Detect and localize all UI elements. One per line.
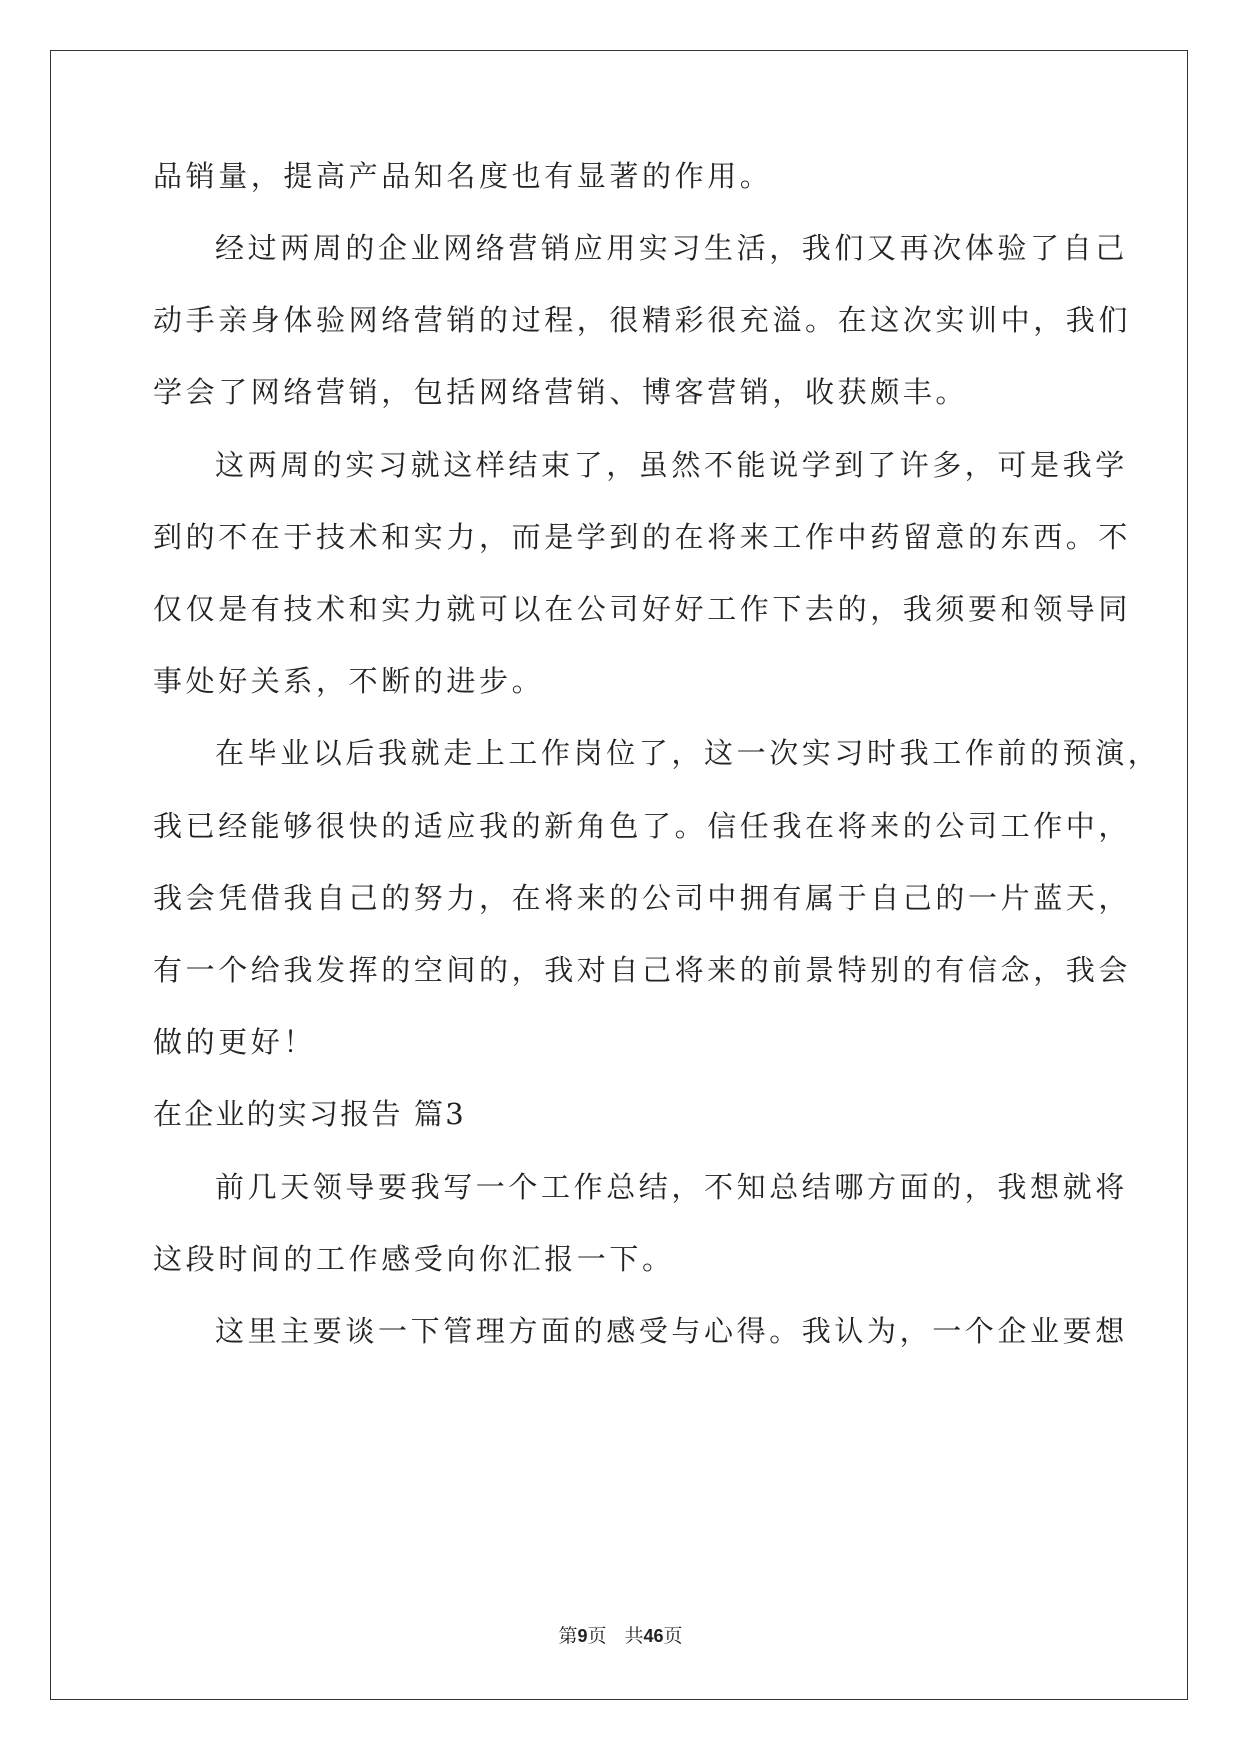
text-line: 这里主要谈一下管理方面的感受与心得。我认为，一个企业要想 <box>215 1314 1128 1348</box>
text-line: 我会凭借我自己的努力，在将来的公司中拥有属于自己的一片蓝天， <box>153 881 1132 915</box>
text-line: 到的不在于技术和实力，而是学到的在将来工作中药留意的东西。不 <box>153 520 1132 554</box>
text-line: 品销量，提高产品知名度也有显著的作用。 <box>153 159 773 193</box>
text-line: 这段时间的工作感受向你汇报一下。 <box>153 1242 675 1276</box>
text-line: 事处好关系，不断的进步。 <box>153 664 545 698</box>
text-line: 前几天领导要我写一个工作总结，不知总结哪方面的，我想就将 <box>215 1170 1128 1204</box>
page-prefix: 第 <box>558 1626 578 1647</box>
total-pages: 46 <box>643 1626 664 1646</box>
page-suffix: 页 <box>587 1626 607 1647</box>
text-line: 有一个给我发挥的空间的，我对自己将来的前景特别的有信念，我会 <box>153 953 1132 987</box>
text-line: 这两周的实习就这样结束了，虽然不能说学到了许多，可是我学 <box>215 448 1128 482</box>
page-number: 9 <box>577 1626 588 1646</box>
text-line: 仅仅是有技术和实力就可以在公司好好工作下去的，我须要和领导同 <box>153 592 1132 626</box>
text-line: 经过两周的企业网络营销应用实习生活，我们又再次体验了自己 <box>215 231 1128 265</box>
section-heading: 在企业的实习报告 篇3 <box>153 1097 466 1131</box>
page-footer <box>0 1624 1241 1649</box>
text-line: 在毕业以后我就走上工作岗位了，这一次实习时我工作前的预演， <box>215 736 1161 770</box>
total-suffix: 页 <box>663 1626 683 1647</box>
total-prefix: 共 <box>624 1626 644 1647</box>
text-line: 做的更好！ <box>153 1025 317 1059</box>
text-line: 我已经能够很快的适应我的新角色了。信任我在将来的公司工作中， <box>153 809 1132 843</box>
text-line: 学会了网络营销，包括网络营销、博客营销，收获颇丰。 <box>153 375 969 409</box>
text-line: 动手亲身体验网络营销的过程，很精彩很充溢。在这次实训中，我们 <box>153 303 1132 337</box>
page-border <box>50 50 1188 1700</box>
